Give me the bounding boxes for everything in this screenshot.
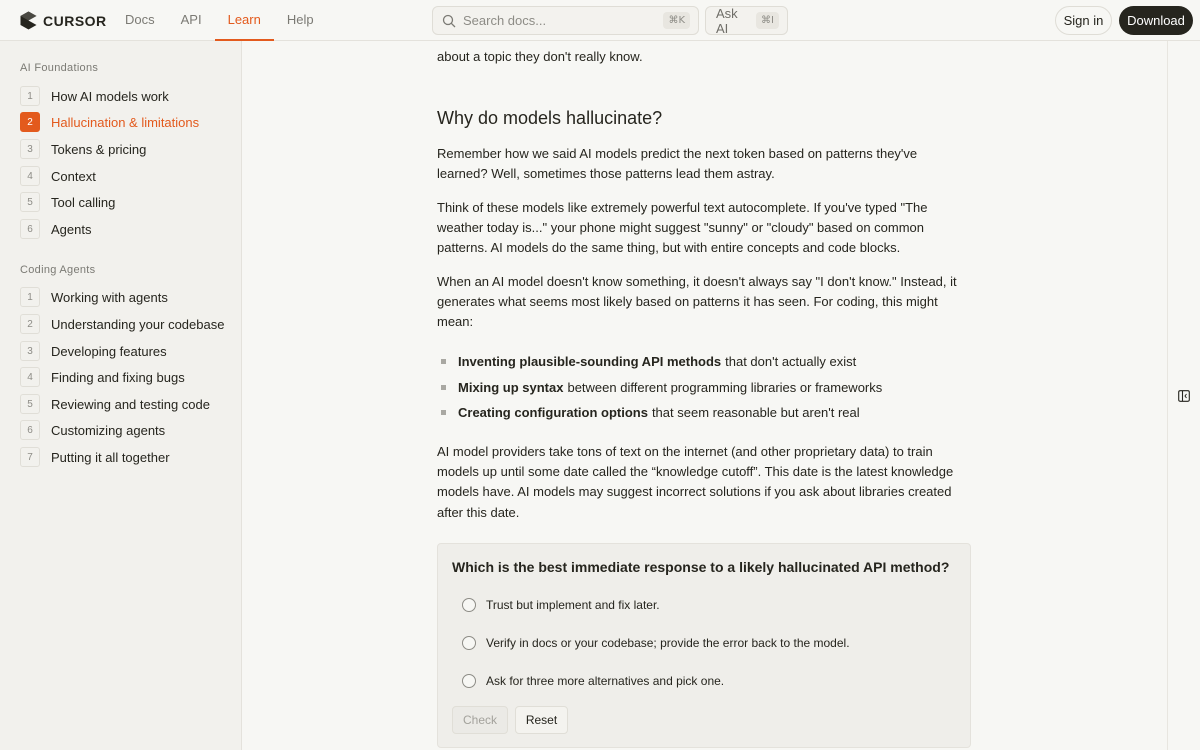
sidebar-item-label: Developing features bbox=[51, 343, 167, 359]
bullet-marker bbox=[441, 359, 446, 364]
quiz-card bbox=[437, 543, 971, 748]
sidebar-item-label: Agents bbox=[51, 221, 92, 237]
list-item bbox=[437, 351, 856, 371]
paragraph-closing: AI model providers take tons of text on the internet (and other proprietary data) to train models up until some date called the “knowledge cutoff”. This date is the latest knowledge models have. AI models may suggest incorrect solutions if you ask about libraries created after this date. bbox=[437, 444, 954, 520]
item-number: 1 bbox=[20, 86, 40, 106]
section-heading: Why do models hallucinate? bbox=[437, 108, 663, 128]
item-number: 4 bbox=[20, 367, 40, 387]
quiz-option-1[interactable] bbox=[462, 598, 660, 612]
download-button[interactable]: Download bbox=[1119, 6, 1193, 35]
check-button[interactable]: Check bbox=[452, 706, 508, 734]
radio-button[interactable] bbox=[462, 636, 476, 650]
sidebar-item-label: Customizing agents bbox=[51, 422, 166, 438]
bullet-bold: Creating configuration options bbox=[458, 404, 648, 420]
paragraph-1: Remember how we said AI models predict the next token based on patterns they've learned? Well, sometimes those patterns lead them astray. bbox=[437, 146, 918, 182]
item-number: 2 bbox=[20, 314, 40, 334]
option-label: Trust but implement and fix later. bbox=[486, 598, 660, 612]
nav-help[interactable]: Help bbox=[286, 12, 314, 27]
sidebar-item-agents[interactable] bbox=[20, 219, 235, 239]
list-item bbox=[437, 402, 860, 422]
sidebar-item-label: Tool calling bbox=[51, 194, 116, 210]
sidebar-item-how-ai-models-work[interactable] bbox=[20, 86, 235, 106]
section-title-ai-foundations: AI Foundations bbox=[20, 62, 99, 74]
top-bar bbox=[0, 0, 1200, 41]
sidebar-item-label: Reviewing and testing code bbox=[51, 396, 210, 412]
top-nav bbox=[112, 0, 327, 41]
option-label: Ask for three more alternatives and pick one. bbox=[486, 674, 725, 688]
nav-api[interactable]: API bbox=[180, 12, 202, 27]
nav-docs[interactable]: Docs bbox=[125, 12, 155, 27]
sidebar-item-customizing-agents[interactable] bbox=[20, 420, 235, 440]
search-shortcut: ⌘K bbox=[663, 12, 690, 29]
bullet-bold: Mixing up syntax bbox=[458, 379, 564, 395]
quiz-question: Which is the best immediate response to a likely hallucinated API method? bbox=[452, 559, 950, 575]
sidebar-item-label: How AI models work bbox=[51, 88, 169, 104]
ask-ai-shortcut: ⌘I bbox=[756, 12, 779, 29]
sidebar-item-understanding-codebase[interactable] bbox=[20, 314, 235, 334]
sidebar-item-context[interactable] bbox=[20, 166, 235, 186]
bullet-bold: Inventing plausible-sounding API methods bbox=[458, 353, 722, 369]
option-label: Verify in docs or your codebase; provide the error back to the model. bbox=[486, 636, 850, 650]
sidebar-item-label: Context bbox=[51, 168, 96, 184]
section-title-coding-agents: Coding Agents bbox=[20, 264, 96, 276]
item-number: 1 bbox=[20, 287, 40, 307]
ask-ai-label: Ask AI bbox=[716, 5, 738, 36]
paragraph-3: When an AI model doesn't know something, it doesn't always say "I don't know." Instead, it generates what seems most likely based on patterns it has seen. For coding, this might mean: bbox=[437, 274, 957, 330]
intro-partial-text: about a topic they don't really know. bbox=[437, 49, 643, 64]
list-item bbox=[437, 377, 882, 397]
item-number: 5 bbox=[20, 394, 40, 414]
radio-button[interactable] bbox=[462, 674, 476, 688]
sidebar-item-label: Working with agents bbox=[51, 289, 168, 305]
bullet-text: that don't actually exist bbox=[725, 353, 857, 369]
item-number: 4 bbox=[20, 166, 40, 186]
sidebar-item-tokens-pricing[interactable] bbox=[20, 139, 235, 159]
sidebar-item-developing-features[interactable] bbox=[20, 341, 235, 361]
quiz-option-3[interactable] bbox=[462, 674, 724, 688]
logo[interactable] bbox=[20, 11, 107, 30]
quiz-option-2[interactable] bbox=[462, 636, 850, 650]
sidebar-item-label: Tokens & pricing bbox=[51, 141, 147, 157]
search-input[interactable] bbox=[432, 6, 699, 35]
search-placeholder: Search docs... bbox=[463, 13, 547, 28]
sidebar-item-working-with-agents[interactable] bbox=[20, 287, 235, 307]
sidebar-item-label: Putting it all together bbox=[51, 449, 170, 465]
sidebar-item-hallucination[interactable] bbox=[20, 112, 235, 132]
paragraph-2: Think of these models like extremely powerful text autocomplete. If you've typed "The weather today is..." your phone might suggest "sunny" or "cloudy" based on common patterns. AI models do the same thing, but with entire concepts and code blocks. bbox=[437, 200, 928, 256]
sidebar-panel-icon[interactable] bbox=[1178, 390, 1190, 402]
bullet-text: between different programming libraries or frameworks bbox=[567, 379, 883, 395]
sidebar-item-label: Finding and fixing bugs bbox=[51, 369, 185, 385]
item-number: 3 bbox=[20, 139, 40, 159]
radio-button[interactable] bbox=[462, 598, 476, 612]
sidebar-item-finding-fixing-bugs[interactable] bbox=[20, 367, 235, 387]
bullet-marker bbox=[441, 385, 446, 390]
sidebar-item-label: Hallucination & limitations bbox=[51, 114, 200, 130]
ask-ai-button[interactable] bbox=[705, 6, 788, 35]
item-number: 2 bbox=[20, 112, 40, 132]
cursor-cube-icon bbox=[20, 11, 37, 30]
item-number: 3 bbox=[20, 341, 40, 361]
item-number: 7 bbox=[20, 447, 40, 467]
item-number: 6 bbox=[20, 420, 40, 440]
reset-button[interactable]: Reset bbox=[515, 706, 568, 734]
sidebar-item-tool-calling[interactable] bbox=[20, 192, 235, 212]
sign-in-button[interactable]: Sign in bbox=[1055, 6, 1112, 35]
bullet-marker bbox=[441, 410, 446, 415]
sidebar-item-reviewing-testing[interactable] bbox=[20, 394, 235, 414]
nav-learn[interactable]: Learn bbox=[215, 0, 274, 41]
item-number: 5 bbox=[20, 192, 40, 212]
sidebar-item-label: Understanding your codebase bbox=[51, 316, 225, 332]
bullet-text: that seem reasonable but aren't real bbox=[651, 404, 860, 420]
sidebar-item-putting-together[interactable] bbox=[20, 447, 235, 467]
logo-text: CURSOR bbox=[43, 12, 107, 29]
sidebar bbox=[0, 41, 242, 750]
search-icon bbox=[442, 14, 456, 28]
item-number: 6 bbox=[20, 219, 40, 239]
